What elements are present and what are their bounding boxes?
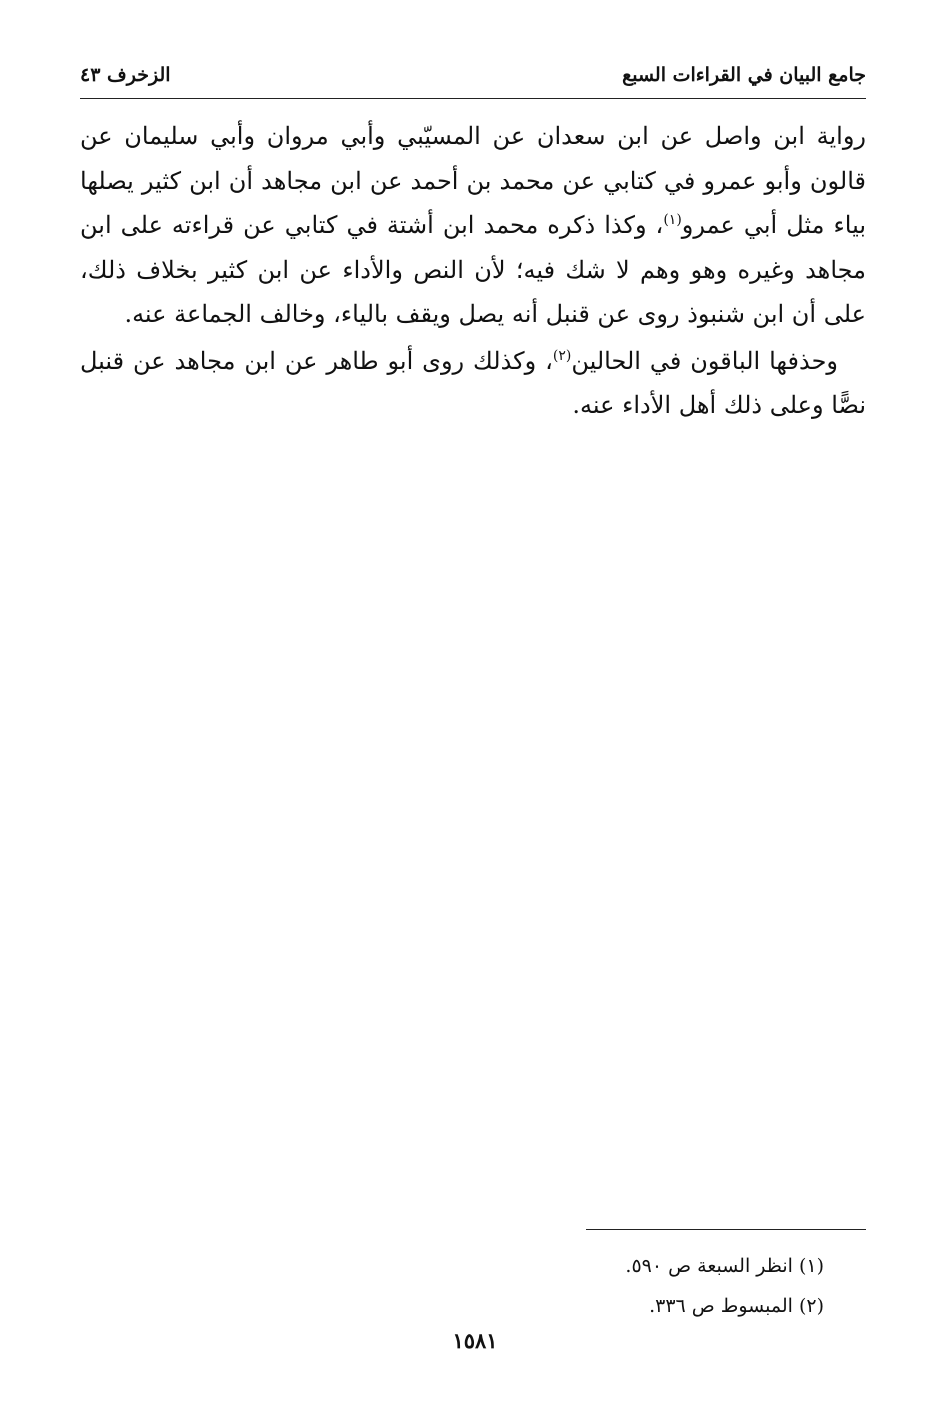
running-book-title: جامع البيان في القراءات السبع	[622, 64, 866, 86]
footnote-2: (٢) المبسوط ص ٣٣٦.	[649, 1295, 824, 1317]
footnote-marker-2: (٢)	[552, 347, 572, 364]
page-number: ١٥٨١	[452, 1328, 498, 1353]
footnote-marker-1: (١)	[663, 212, 682, 228]
paragraph-2	[80, 339, 866, 428]
paragraph-2-text-end: ، وكذلك روى أبو طاهر عن ابن مجاهد عن قنبل نصًّا وعلى ذلك أهل الأداء عنه.	[80, 346, 866, 419]
running-surah-label: الزخرف ٤٣	[80, 64, 171, 86]
paragraph-1-text-start: رواية ابن واصل عن ابن سعدان عن المسيّبي وأبي مروان وأبي سليمان عن قالون وأبو عمرو في كتابي عن محمد بن أحمد عن ابن مجاهد أن ابن كثير يصلها بياء مثل أبي عمرو	[80, 122, 867, 239]
paragraph-1-text-end: ، وكذا ذكره محمد ابن أشتة في كتابي عن قراءته على ابن مجاهد وغيره وهو وهم لا شك فيه؛ لأن النص والأداء عن ابن كثير بخلاف ذلك، على أن ابن شنبوذ روى عن قنبل أنه يصل ويقف بالياء، وخالف الجماعة عنه.	[80, 211, 866, 328]
paragraph-1	[80, 114, 866, 337]
footnote-1: (١) انظر السبعة ص ٥٩٠.	[625, 1255, 824, 1277]
main-text	[80, 114, 866, 428]
page-header	[80, 58, 866, 99]
footnotes	[224, 1246, 824, 1326]
paragraph-2-text-start: وحذفها الباقون في الحالين	[571, 346, 838, 375]
footnote-separator	[586, 1229, 866, 1230]
